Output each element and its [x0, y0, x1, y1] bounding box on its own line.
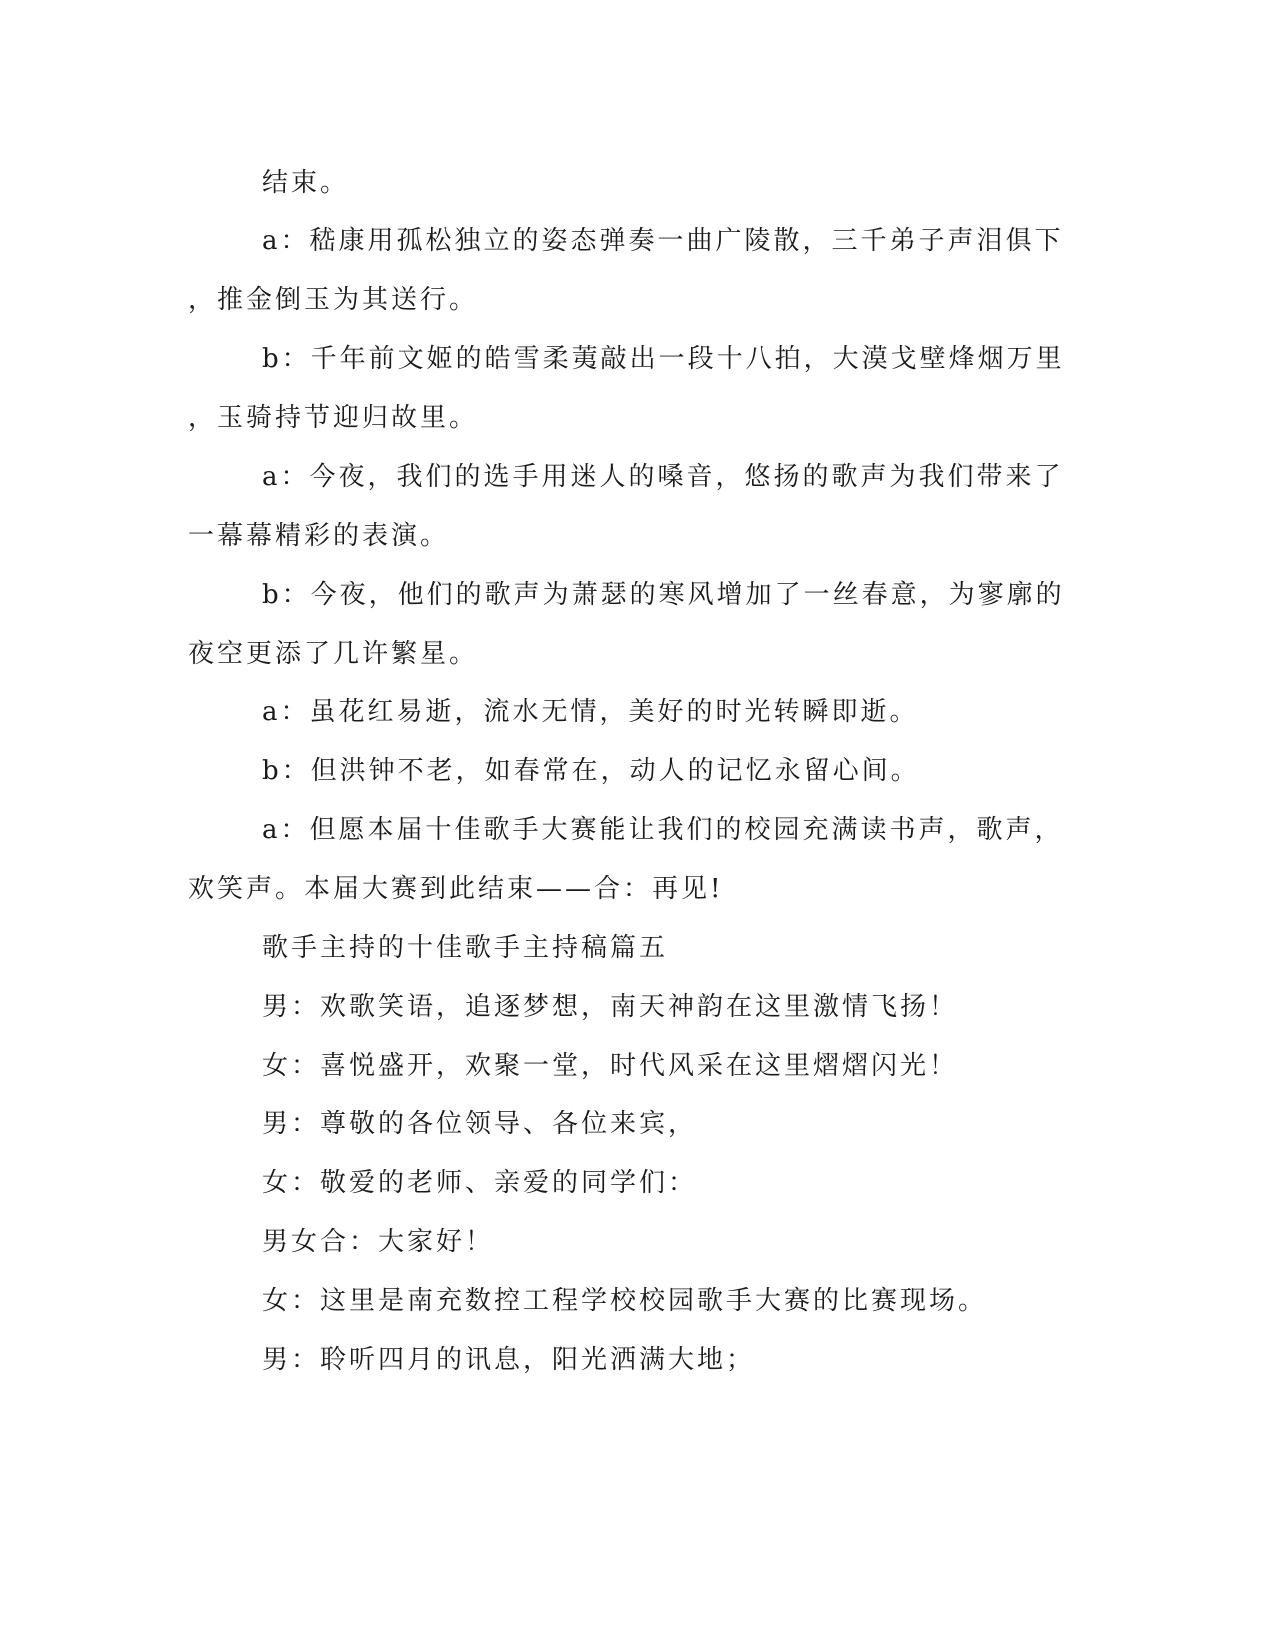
text-line: a：嵇康用孤松独立的姿态弹奏一曲广陵散，三千弟子声泪俱下	[262, 226, 1064, 256]
text-line: 男：欢歌笑语，追逐梦想，南天神韵在这里激情飞扬！	[262, 992, 959, 1022]
text-line: a：虽花红易逝，流水无情，美好的时光转瞬即逝。	[262, 697, 919, 727]
text-line: 女：敬爱的老师、亲爱的同学们：	[262, 1168, 698, 1198]
text-line: b：但洪钟不老，如春常在，动人的记忆永留心间。	[262, 756, 920, 786]
text-line: b：今夜，他们的歌声为萧瑟的寒风增加了一丝春意，为寥廓的	[262, 580, 1065, 610]
text-line: 男女合：大家好！	[262, 1227, 495, 1257]
text-line: 欢笑声。本届大赛到此结束——合：再见!	[188, 874, 724, 904]
text-line: ，玉骑持节迎归故里。	[188, 403, 479, 433]
text-line: 夜空更添了几许繁星。	[188, 639, 479, 669]
text-line: 女：这里是南充数控工程学校校园歌手大赛的比赛现场。	[262, 1286, 988, 1316]
text-line: a：但愿本届十佳歌手大赛能让我们的校园充满读书声，歌声，	[262, 815, 1064, 845]
text-line: a：今夜，我们的选手用迷人的嗓音，悠扬的歌声为我们带来了	[262, 462, 1064, 492]
text-line: 男：聆听四月的讯息，阳光洒满大地；	[262, 1345, 756, 1375]
text-line: b：千年前文姬的皓雪柔荑敲出一段十八拍，大漠戈壁烽烟万里	[262, 344, 1065, 374]
text-line: ，推金倒玉为其送行。	[188, 285, 479, 315]
text-line: 男：尊敬的各位领导、各位来宾，	[262, 1109, 698, 1139]
text-line: 女：喜悦盛开，欢聚一堂，时代风采在这里熠熠闪光！	[262, 1051, 959, 1081]
text-line: 结束。	[262, 168, 350, 198]
text-line: 一幕幕精彩的表演。	[188, 521, 450, 551]
section-heading: 歌手主持的十佳歌手主持稿篇五	[262, 933, 669, 963]
